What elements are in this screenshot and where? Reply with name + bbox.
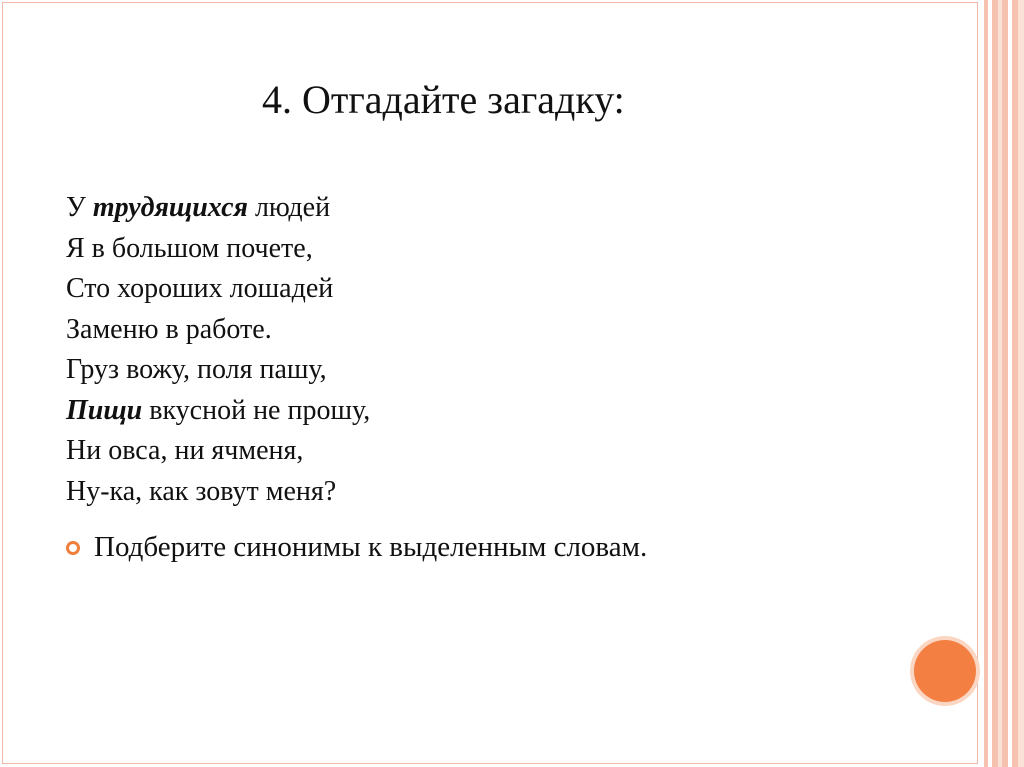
orange-circle-icon (914, 640, 976, 702)
highlighted-word: Пищи (66, 394, 143, 426)
poem-line-6 (66, 391, 370, 432)
poem-line-2: Я в большом почете, (66, 232, 313, 264)
poem-line-3: Сто хороших лошадей (66, 273, 334, 304)
poem-line-1 (66, 188, 370, 229)
poem-line-8: Ну-ка, как зовут меня? (66, 475, 337, 507)
poem-line-5: Груз вожу, поля пашу, (66, 354, 327, 385)
task-text: Подберите синонимы к выделенным словам. (94, 531, 648, 563)
poem-text: людей (247, 192, 331, 223)
poem-line-4: Заменю в работе. (66, 313, 272, 345)
decorative-stripes (980, 0, 1024, 767)
poem-line-7: Ни овса, ни ячменя, (66, 435, 304, 466)
poem-text: У (66, 192, 93, 223)
highlighted-word: трудящихся (92, 192, 248, 223)
bullet-icon (66, 541, 80, 555)
riddle-poem (66, 188, 370, 512)
poem-text: вкусной не прошу, (142, 394, 371, 426)
task-item (66, 527, 647, 567)
slide-title: 4. Отгадайте загадку: (262, 77, 625, 122)
